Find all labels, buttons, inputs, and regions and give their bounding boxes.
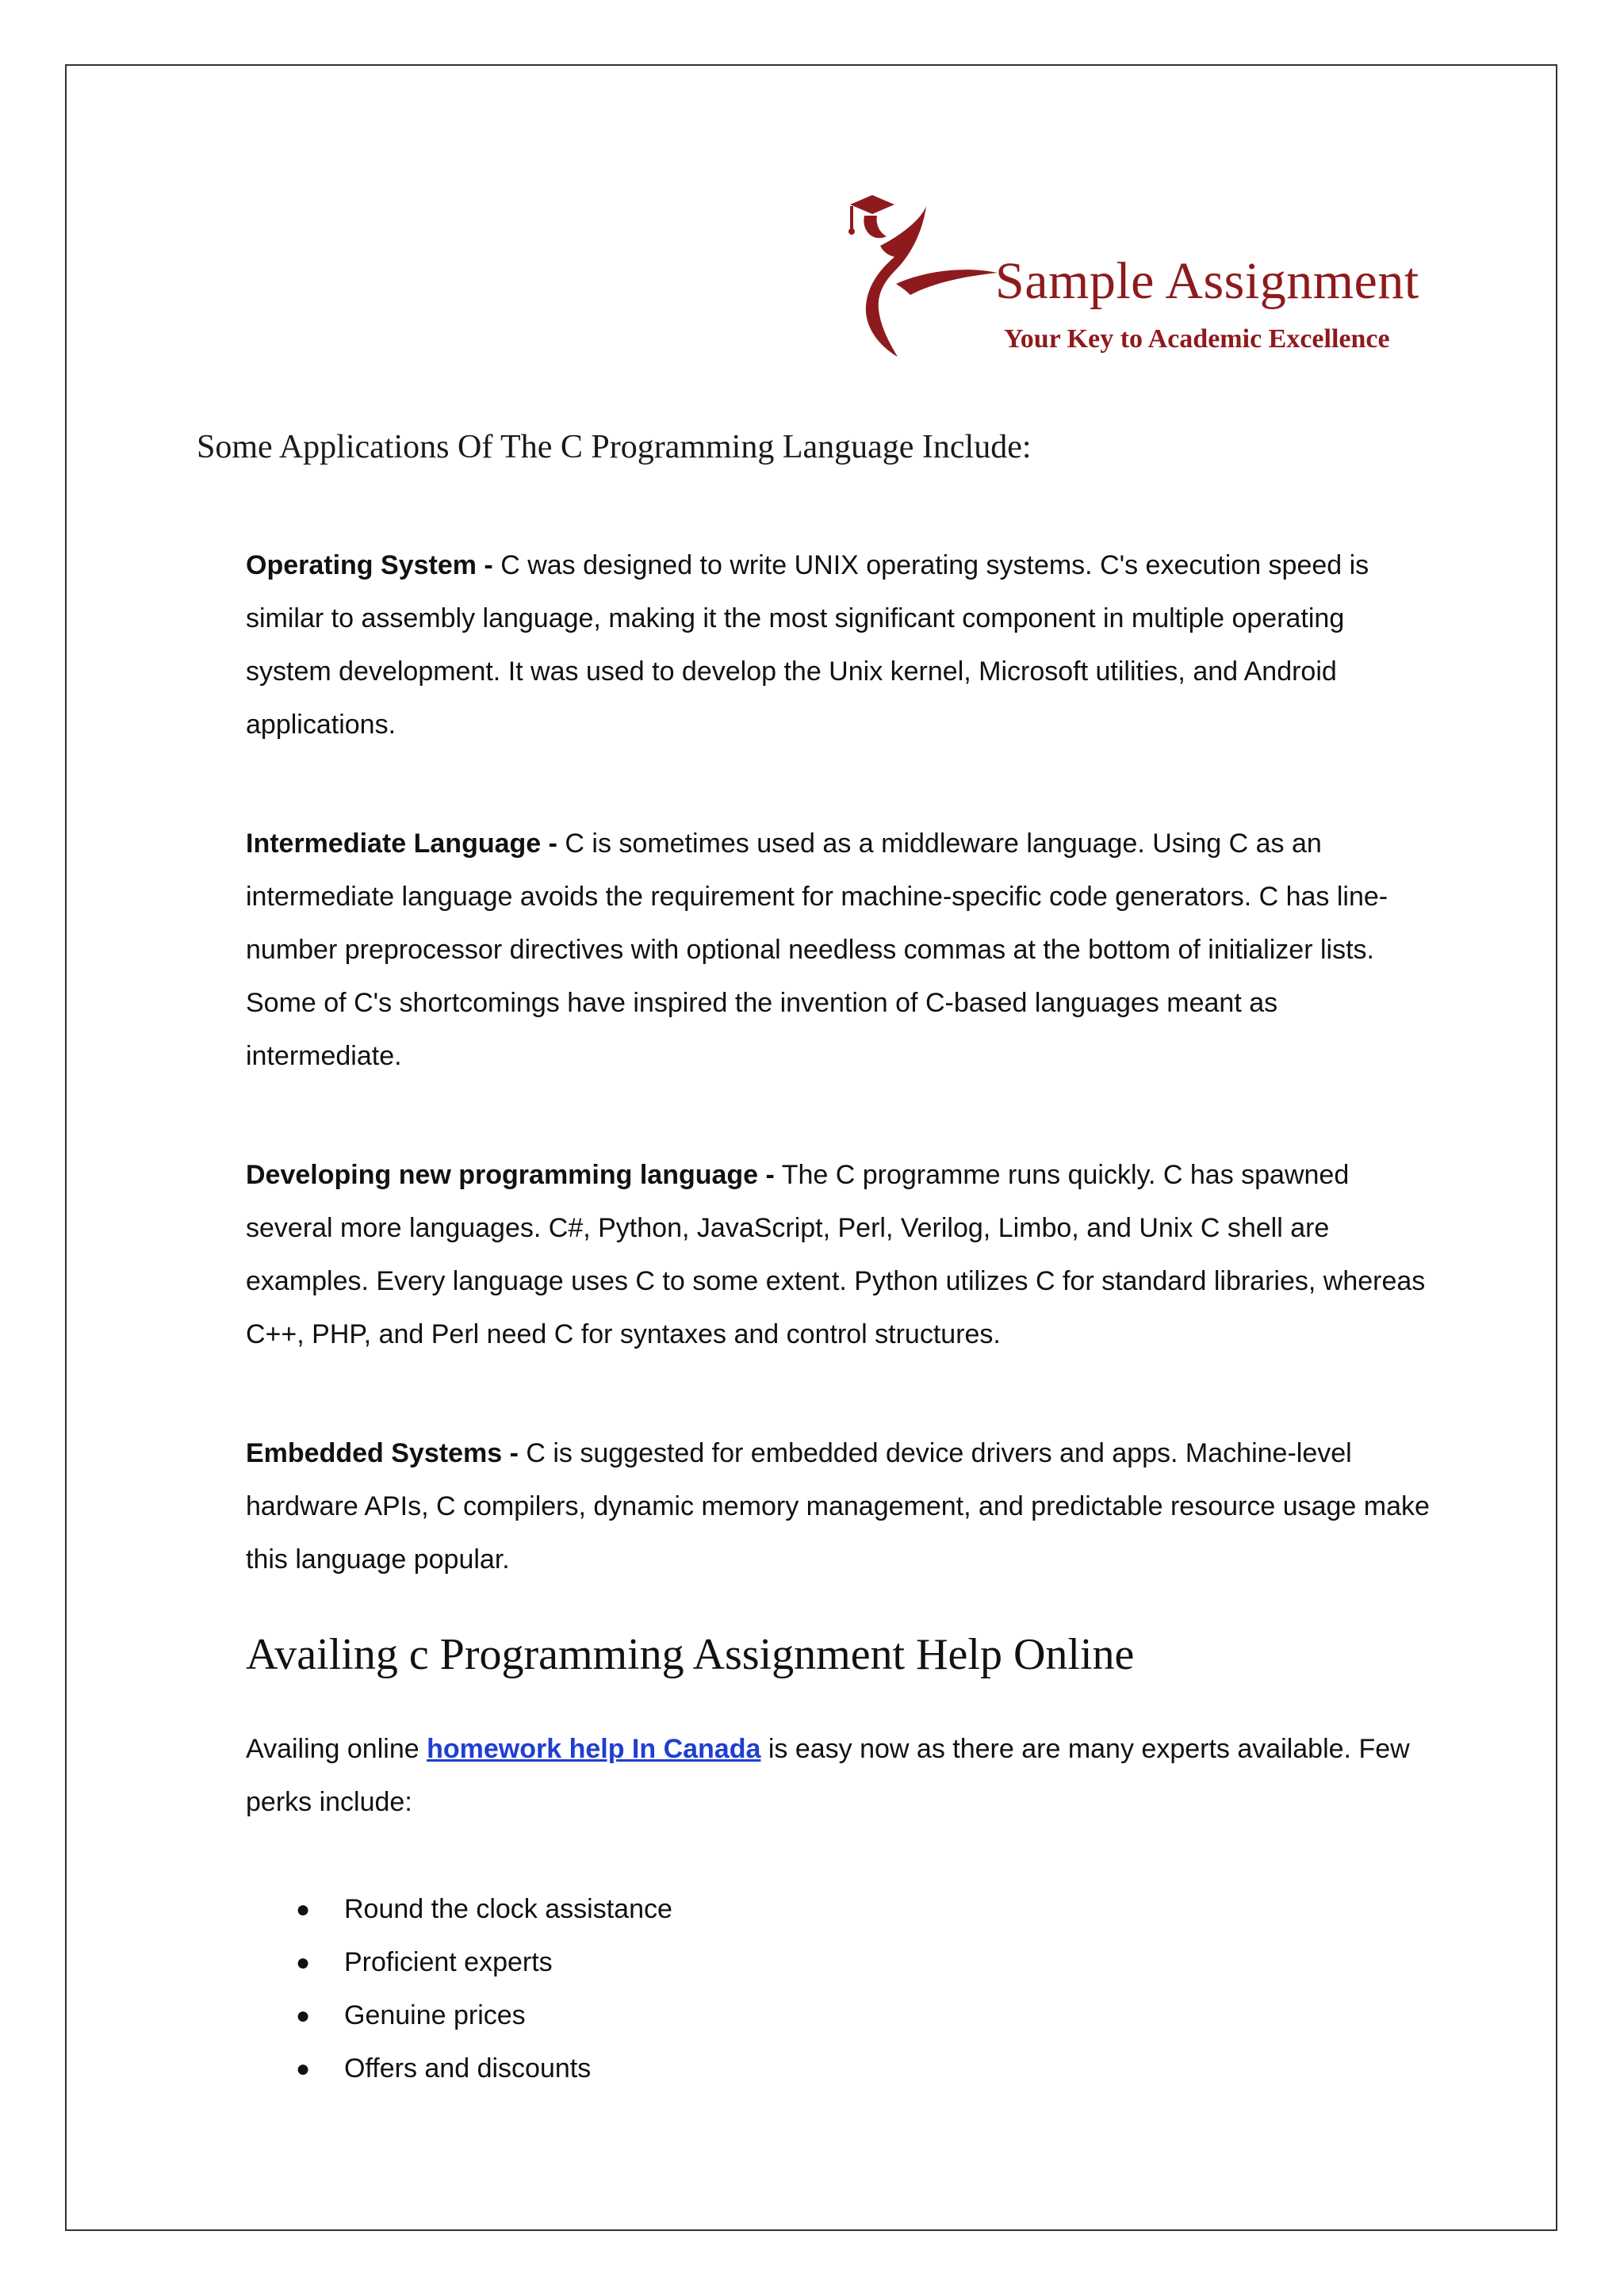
section-intermediate-language	[246, 817, 1435, 1083]
list-item	[246, 1936, 672, 1989]
bullet-icon: ●	[296, 1896, 311, 1923]
perk-label: Offers and discounts	[344, 2053, 592, 2084]
graduate-figure-icon	[841, 190, 999, 361]
availing-text-before: Availing online	[246, 1734, 427, 1764]
section-new-programming-language	[246, 1149, 1435, 1361]
perks-list	[246, 1883, 672, 2095]
availing-heading: Availing c Programming Assignment Help Online	[246, 1630, 1135, 1679]
section-text: C is sometimes used as a middleware language. Using C as an intermediate language avoids the requirement for machine-specific code generators. C has line-number preprocessor directives with optional needless commas at the bottom of initializer lists. Some of C's shortcomings have inspired the invention of C-based languages meant as intermediate.	[246, 828, 1388, 1071]
list-item	[246, 1883, 672, 1936]
section-term: Embedded Systems -	[246, 1438, 519, 1468]
availing-text-after: is easy now as there are many experts available. Few perks include:	[246, 1734, 1410, 1817]
sample-assignment-logo	[841, 190, 1443, 361]
perk-label: Round the clock assistance	[344, 1894, 672, 1924]
bullet-icon: ●	[296, 1950, 311, 1976]
logo-tagline: Your Key to Academic Excellence	[1004, 324, 1390, 354]
section-text: C is suggested for embedded device drivers and apps. Machine-level hardware APIs, C compilers, dynamic memory management, and predictable resource usage make this language popular.	[246, 1438, 1430, 1575]
intro-heading: Some Applications Of The C Programming Language Include:	[197, 429, 1032, 465]
list-item	[246, 2042, 672, 2095]
logo-name: Sample Assignment	[995, 252, 1419, 310]
bullet-icon: ●	[296, 2003, 311, 2029]
section-term: Operating System -	[246, 550, 493, 580]
section-term: Intermediate Language -	[246, 828, 557, 859]
perk-label: Proficient experts	[344, 1947, 553, 1977]
availing-paragraph	[246, 1723, 1435, 1829]
section-text: C was designed to write UNIX operating systems. C's execution speed is similar to assembly language, making it the most significant component in multiple operating system development. It was used to develop the Unix kernel, Microsoft utilities, and Android applications.	[246, 550, 1369, 740]
section-operating-system	[246, 539, 1435, 752]
perk-label: Genuine prices	[344, 2000, 526, 2030]
section-text: The C programme runs quickly. C has spawned several more languages. C#, Python, JavaScript, Perl, Verilog, Limbo, and Unix C shell are examples. Every language uses C to some extent. Python utilizes C for standard libraries, whereas C++, PHP, and Perl need C for syntaxes and control structures.	[246, 1160, 1426, 1349]
section-embedded-systems	[246, 1427, 1435, 1586]
section-term: Developing new programming language -	[246, 1160, 775, 1190]
bullet-icon: ●	[296, 2056, 311, 2082]
list-item	[246, 1989, 672, 2042]
homework-help-link[interactable]: homework help In Canada	[427, 1734, 761, 1764]
applications-list	[246, 539, 1435, 1652]
